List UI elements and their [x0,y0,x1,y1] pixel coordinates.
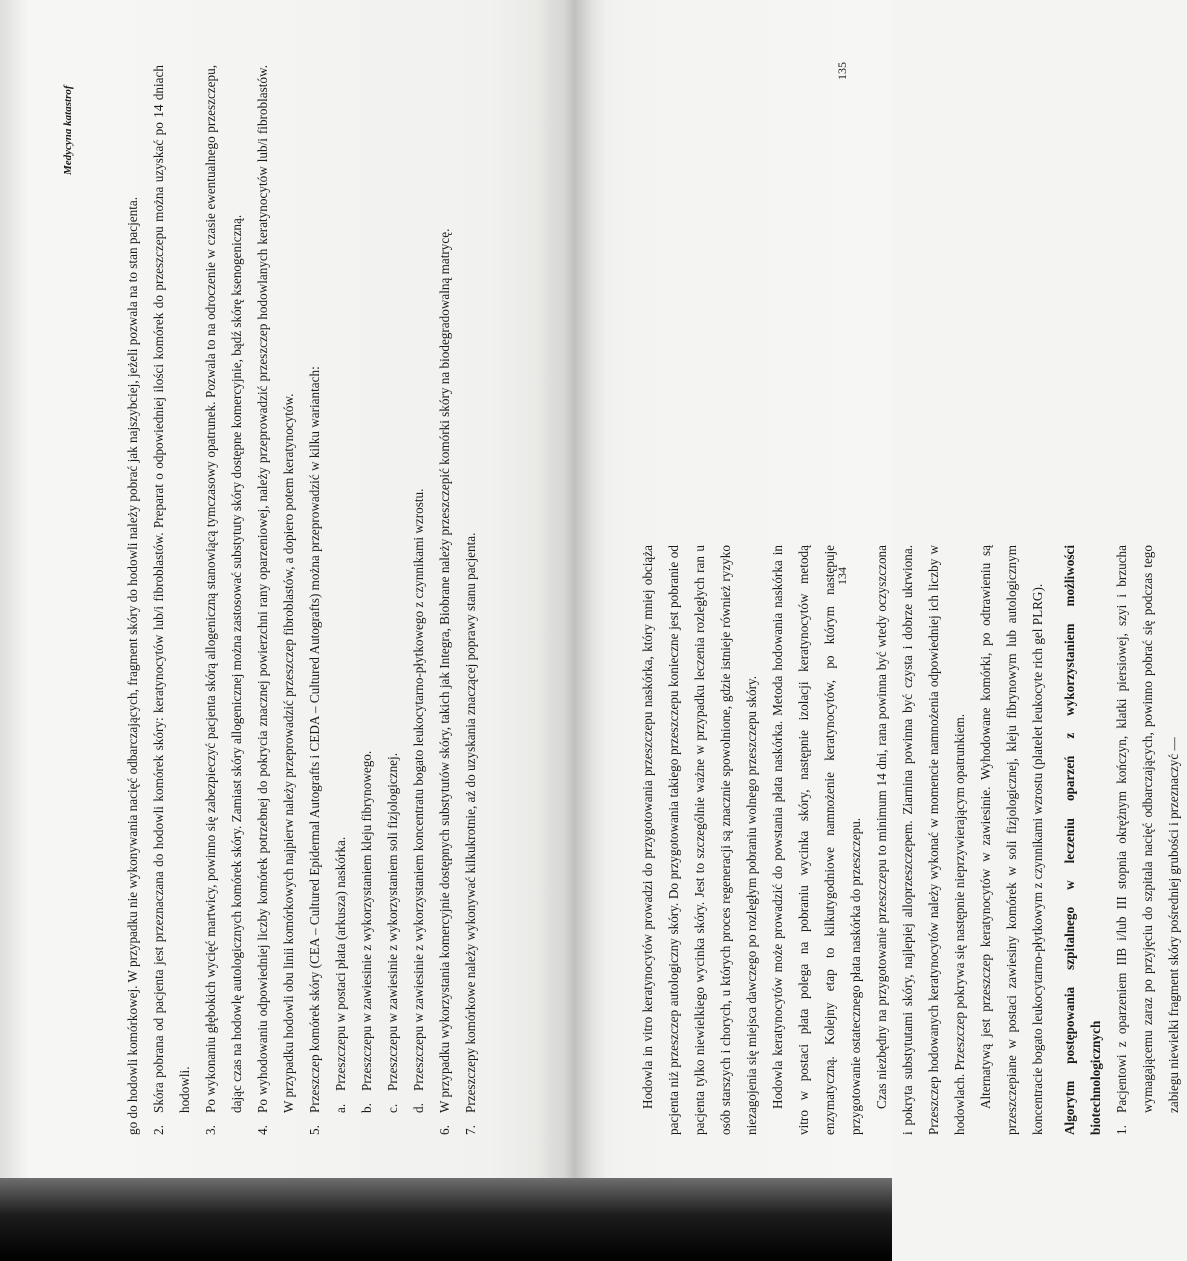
sublist-item: d. Przeszczepu w zawiesinie z wykorzystaniem koncentratu bogato leukocytarno-płytkowego z czynnikami wzrostu. [411,488,426,1113]
sublist-item-text: Przeszczepu w postaci płata (arkusza) naskórka. [333,836,348,1091]
running-head: Medycyna katastrof [62,85,74,175]
page-135 [120,65,484,1135]
algorithm-list-continued [146,65,484,1135]
list-item-text: Przeszczepy komórkowe należy wykonywać kilkukrotnie, aż do uzyskania znaczącej poprawy stanu pacjenta. [463,532,478,1113]
page-134 [635,545,1187,1135]
paragraph: Hodowla keratynocytów może prowadzić do powstania płata naskórka. Metoda hodowania naskórka in vitro w postaci płata polega na pobraniu wycinka skóry, następnie izolacji keratynocytów metodą enzymatyczną. Kolejny etap to kilkutygodniowe namnożenie keratynocytów, po którym następuje przygotowanie ostatecznego płata naskórka do przeszczepu. [770,545,863,1135]
list-item-text: Skóra pobrana od pacjenta jest przeznaczana do hodowli komórek skóry: keratynocytów lub/i fibroblastów. Preparat o odpowiedniej ilości komórek do przeszczepu można uzyskać po 14 dniach hodowli. [151,65,192,1113]
list-item-text: Po wykonaniu głębokich wycięć martwicy, powinno się zabezpieczyć pacjenta skórą allogeniczną stanowiącą tymczasowy opatrunek. Pozwala to na odroczenie w czasie ewentualnego przeszczepu, dając czas na hodowlę autologicznych komórek skóry. Zamiast skóry allogenicznej można zastosować substytuty skóry dostępne komercyjnie, bądź skórę ksenogeniczną. [203,65,244,1113]
list-item: 6. W przypadku wykorzystania komercyjnie dostępnych substytutów skóry, takich jak Integra, Biobrane należy przeszczepić komórki skóry na biodegradowalną matrycę. [437,228,452,1135]
scanner-dark-edge [0,1178,892,1261]
list-item: 4. Po wyhodowaniu odpowiedniej liczby komórek potrzebnej do pokrycia znacznej powierzchni rany oparzeniowej, należy przeprowadzić przeszczep hodowlanych keratynocytów lub/i fibroblastów. W przypadku hodowli obu linii komórkowych najpierw należy przeprowadzić przeszczep fibroblastów, a dopiero potem keratynocytów. [255,65,296,1135]
list-item: 1. Pacjentowi z oparzeniem IIB i/lub III stopnia okrężnym kończyn, klatki piersiowej, szyi i brzucha wymagającemu zaraz po przyjęciu do szpitala nacięć odbarczających, powinno pobrać się podczas tego zabiegu niewielki fragment skóry pośredniej grubości i przeznaczyć — [1114,545,1181,1135]
book-spine-shadow [536,0,606,1180]
list-item: 7. Przeszczepy komórkowe należy wykonywać kilkukrotnie, aż do uzyskania znaczącej poprawy stanu pacjenta. [463,532,478,1135]
sublist-item-text: Przeszczepu w zawiesinie z wykorzystaniem kleju fibrynowego. [359,750,374,1091]
variant-sublist [328,65,432,1113]
paragraph: Czas niezbędny na przygotowanie przeszczepu to minimum 14 dni, rana powinna być wtedy oczyszczona i pokryta substytutami skóry, najlepiej alloprzeszczepem. Ziarnina powinna być czysta i dobrze ukrwiona. Przeszczep hodowanych keratynocytów należy wykonać w momencie namnożenia odpowiedniej ich liczby w hodowlach. Przeszczep pokrywa się następnie nieprzywierającym opatrunkiem. [874,545,967,1135]
paragraph-continuation: go do hodowli komórkowej. W przypadku nie wykonywania nacięć odbarczających, fragment skóry do hodowli należy pobrać jak najszybciej, jeżeli pozwala na to stan pacjenta. [125,196,140,1135]
sublist-item-text: Przeszczepu w zawiesinie z wykorzystaniem soli fizjologicznej. [385,753,400,1091]
sublist-item-text: Przeszczepu w zawiesinie z wykorzystaniem koncentratu bogato leukocytarno-płytkowego z czynnikami wzrostu. [411,488,426,1091]
page-number-left: 134 [835,567,849,585]
section-heading: Algorytm postępowania szpitalnego w leczeniu oparzeń z wykorzystaniem możliwości biotechnologicznych [1062,545,1103,1135]
sublist-item: b. Przeszczepu w zawiesinie z wykorzystaniem kleju fibrynowego. [359,750,374,1113]
sublist-item: a. Przeszczepu w postaci płata (arkusza) naskórka. [333,836,348,1113]
page-number-right: 135 [835,62,849,80]
list-item-text: W przypadku wykorzystania komercyjnie dostępnych substytutów skóry, takich jak Integra, Biobrane należy przeszczepić komórki skóry na biodegradowalną matrycę. [437,228,452,1113]
paragraph: Hodowla in vitro keratynocytów prowadzi do przygotowania przeszczepu naskórka, który mniej obciąża pacjenta niż przeszczep autologiczny skóry. Do przygotowania takiego przeszczepu konieczne jest pobranie od pacjenta tylko niewielkiego wycinka skóry. Jest to szczególnie ważne w przypadku leczenia rozległych ran u osób starszych i chorych, u których proces regeneracji są znacznie spowolnione, gdzie istnieje również ryzyko niezagojenia się miejsca dawczego po rozległym pobraniu wolnego przeszczepu skóry. [640,545,759,1135]
list-item-text: Pacjentowi z oparzeniem IIB i/lub III stopnia okrężnym kończyn, klatki piersiowej, szyi i brzucha wymagającemu zaraz po przyjęciu do szpitala nacięć odbarczających, powinno pobrać się podczas tego zabiegu niewielki fragment skóry pośredniej grubości i przeznaczyć — [1114,545,1181,1113]
list-item: 2. Skóra pobrana od pacjenta jest przeznaczana do hodowli komórek skóry: keratynocytów lub/i fibroblastów. Preparat o odpowiedniej ilości komórek do przeszczepu można uzyskać po 14 dniach hodowli. [151,65,192,1135]
algorithm-list [1109,545,1187,1135]
list-item: 3. Po wykonaniu głębokich wycięć martwicy, powinno się zabezpieczyć pacjenta skórą allogeniczną stanowiącą tymczasowy opatrunek. Pozwala to na odroczenie w czasie ewentualnego przeszczepu, dając czas na hodowlę autologicznych komórek skóry. Zamiast skóry allogenicznej można zastosować substytuty skóry dostępne komercyjnie, bądź skórę ksenogeniczną. [203,65,244,1135]
paragraph: Alternatywą jest przeszczep keratynocytów w zawiesinie. Wyhodowane komórki, po odtrawieniu są przeszczepiane w postaci zawiesiny komórek w soli fizjologicznej, kleju fibrynowym lub autologicznym koncentracie bogato leukocytarno-płytkowym z czynnikami wzrostu (platelet leukocyte rich gel PLRG). [978,545,1045,1135]
list-item-text: Po wyhodowaniu odpowiedniej liczby komórek potrzebnej do pokrycia znacznej powierzchni rany oparzeniowej, należy przeprowadzić przeszczep hodowlanych keratynocytów lub/i fibroblastów. W przypadku hodowli obu linii komórkowych najpierw należy przeprowadzić przeszczep fibroblastów, a dopiero potem keratynocytów. [255,65,296,1113]
list-item-text: Przeszczep komórek skóry (CEA – Cultured Epidermal Autografts i CEDA – Cultured Autografts) można przeprowadzić w kilku wariantach: [307,366,322,1113]
list-item: 5. Przeszczep komórek skóry (CEA – Cultured Epidermal Autografts i CEDA – Cultured Autografts) można przeprowadzić w kilku wariantach: a. Przeszczepu w postaci płata (arkusza) naskórka. b. Przeszczepu w zawiesinie z wykorzystaniem kleju fibrynowego. c. Przeszczepu w zawiesinie z wykorzystaniem soli fizjologicznej. d. Przeszczepu w zawiesinie z wykorzystaniem koncentratu bogato leukocytarno-płytkowego z czynnikami wzrostu. [302,65,432,1135]
sublist-item: c. Przeszczepu w zawiesinie z wykorzystaniem soli fizjologicznej. [385,753,400,1113]
page-edge-shadow [0,0,30,1180]
